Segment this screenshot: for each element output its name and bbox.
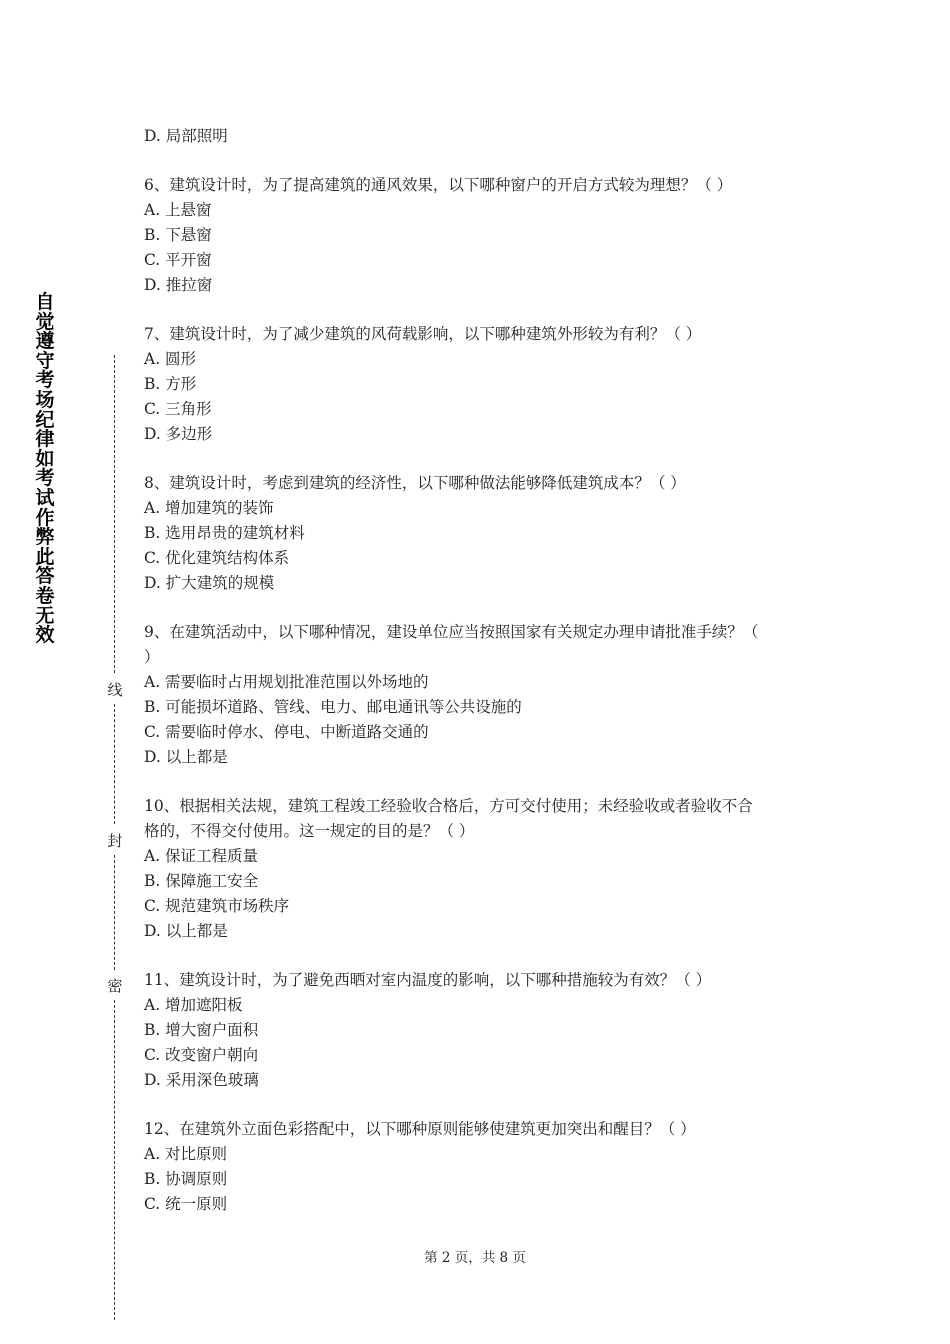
option-c: C. 平开窗 [144, 251, 212, 269]
question-6 [144, 173, 804, 298]
binding-line-segment-1 [114, 355, 115, 673]
binding-label-xian: 线 [105, 679, 125, 700]
binding-label-mi: 密 [105, 975, 125, 996]
question-10 [144, 794, 804, 944]
question-content [144, 124, 804, 1241]
question-stem: 6、建筑设计时，为了提高建筑的通风效果，以下哪种窗户的开启方式较为理想？（ ） [144, 176, 733, 194]
option-d: D. 多边形 [144, 425, 213, 443]
option-c: C. 统一原则 [144, 1195, 228, 1213]
question-stem: 11、建筑设计时，为了避免西晒对室内温度的影响，以下哪种措施较为有效？（ ） [144, 971, 712, 989]
option-b: B. 协调原则 [144, 1170, 228, 1188]
option-a: A. 上悬窗 [144, 201, 212, 219]
option-b: B. 可能损坏道路、管线、电力、邮电通讯等公共设施的 [144, 698, 522, 716]
question-stem: 7、建筑设计时，为了减少建筑的风荷载影响，以下哪种建筑外形较为有利？（ ） [144, 325, 702, 343]
option-d: D. 以上都是 [144, 748, 228, 766]
option-b: B. 下悬窗 [144, 226, 212, 244]
option-a: A. 增加建筑的装饰 [144, 499, 274, 517]
question-12 [144, 1117, 804, 1217]
question-stem: 8、建筑设计时，考虑到建筑的经济性，以下哪种做法能够降低建筑成本？（ ） [144, 474, 686, 492]
option-b: B. 增大窗户面积 [144, 1021, 259, 1039]
binding-label-feng: 封 [105, 830, 125, 851]
option-c: C. 需要临时停水、停电、中断道路交通的 [144, 723, 429, 741]
question-stem-line-1: 10、根据相关法规，建筑工程竣工经验收合格后，方可交付使用；未经验收或者验收不合 [144, 797, 753, 815]
option-a: A. 保证工程质量 [144, 847, 259, 865]
previous-question-tail [144, 124, 804, 149]
option-a: A. 增加遮阳板 [144, 996, 243, 1014]
option-d: D. 以上都是 [144, 922, 228, 940]
option-line: D. 局部照明 [144, 127, 228, 145]
question-9 [144, 620, 804, 770]
option-c: C. 改变窗户朝向 [144, 1046, 259, 1064]
option-c: C. 规范建筑市场秩序 [144, 897, 290, 915]
option-c: C. 三角形 [144, 400, 212, 418]
question-8 [144, 471, 804, 596]
page-number: 第 2 页，共 8 页 [424, 1250, 526, 1266]
option-d: D. 扩大建筑的规模 [144, 574, 275, 592]
option-b: B. 方形 [144, 375, 197, 393]
option-c: C. 优化建筑结构体系 [144, 549, 290, 567]
option-b: B. 选用昂贵的建筑材料 [144, 524, 305, 542]
option-a: A. 需要临时占用规划批准范围以外场地的 [144, 673, 429, 691]
question-stem-line-2: ） [144, 648, 160, 666]
binding-line-segment-4 [114, 1000, 115, 1320]
binding-line-segment-3 [114, 855, 115, 970]
question-stem: 12、在建筑外立面色彩搭配中，以下哪种原则能够使建筑更加突出和醒目？（ ） [144, 1120, 696, 1138]
question-stem-line-2: 格的，不得交付使用。这一规定的目的是？（ ） [144, 822, 475, 840]
question-11 [144, 968, 804, 1093]
question-7 [144, 322, 804, 447]
option-b: B. 保障施工安全 [144, 872, 259, 890]
binding-line-segment-2 [114, 704, 115, 824]
question-stem-line-1: 9、在建筑活动中，以下哪种情况，建设单位应当按照国家有关规定办理申请批准手续？（ [144, 623, 759, 641]
option-a: A. 圆形 [144, 350, 197, 368]
option-a: A. 对比原则 [144, 1145, 228, 1163]
option-d: D. 采用深色玻璃 [144, 1071, 259, 1089]
option-d: D. 推拉窗 [144, 276, 213, 294]
exam-warning: 自觉遵守考场纪律如考试作弊此答卷无效 [35, 291, 55, 647]
